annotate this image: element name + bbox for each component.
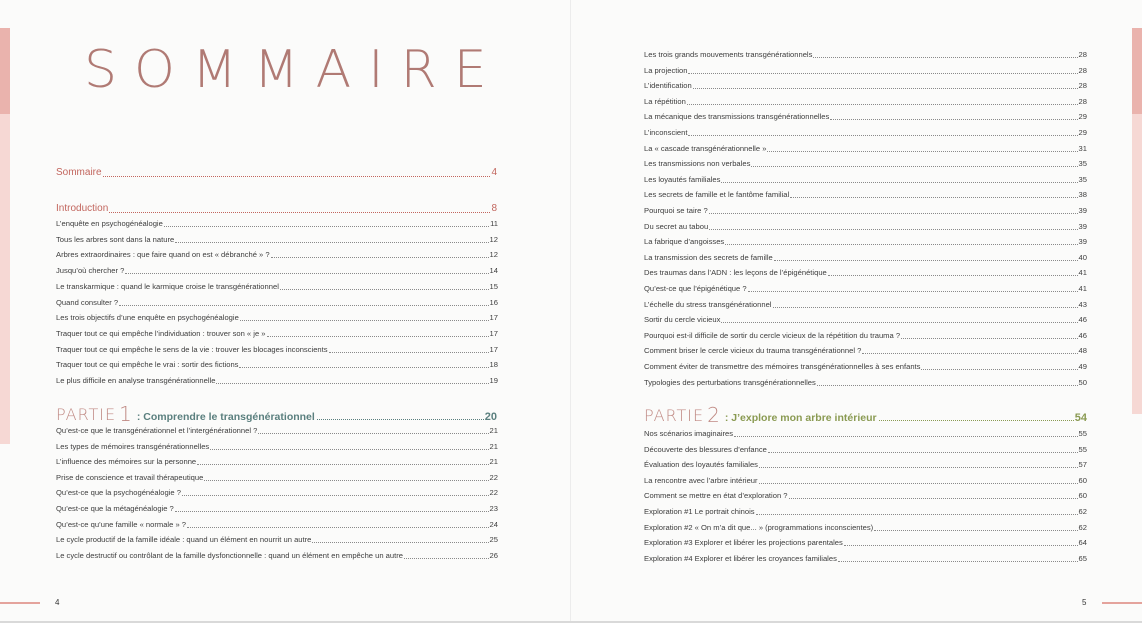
toc-entry[interactable]	[56, 360, 498, 370]
toc-entry[interactable]	[644, 331, 1087, 341]
toc-entry-page: 43	[1078, 299, 1087, 309]
toc-entry-page: 41	[1078, 284, 1087, 293]
toc-entry-page: 17	[489, 328, 498, 338]
leader-dots	[759, 483, 1078, 484]
toc-entry-label: Les transmissions non verbales	[644, 159, 751, 169]
toc-entry-label: Les secrets de famille et le fantôme familial	[644, 190, 790, 200]
toc-entry[interactable]	[644, 81, 1087, 91]
toc-entry-page: 62	[1078, 522, 1087, 532]
toc-entry-page: 19	[489, 376, 498, 385]
toc-entry[interactable]	[644, 50, 1087, 60]
leader-dots	[688, 135, 1077, 136]
toc-entry-partie-1[interactable]	[56, 404, 497, 424]
toc-entry-label: L’identification	[644, 81, 692, 91]
partie-word: PARTIE	[56, 405, 117, 424]
toc-entry-label: La fabrique d’angoisses	[644, 237, 725, 247]
leader-dots	[828, 275, 1078, 276]
toc-entry-page: 12	[489, 234, 498, 244]
leader-dots	[844, 545, 1078, 546]
toc-entry-label: La mécanique des transmissions transgénérationnelles	[644, 112, 830, 122]
leader-dots	[187, 527, 489, 528]
leader-dots	[879, 420, 1074, 421]
toc-entry-page: 29	[1078, 128, 1087, 137]
page-gutter	[570, 0, 571, 621]
toc-entry-page: 17	[489, 344, 498, 354]
toc-entry[interactable]	[644, 206, 1087, 216]
leader-dots	[329, 352, 489, 353]
toc-entry-page: 29	[1078, 112, 1087, 122]
leader-dots	[789, 498, 1078, 499]
toc-entry[interactable]	[56, 488, 498, 498]
leader-dots	[103, 176, 491, 177]
toc-entry-label: Découverte des blessures d’enfance	[644, 444, 767, 454]
toc-entry-page: 49	[1078, 362, 1087, 371]
toc-entry-page: 40	[1078, 252, 1087, 262]
toc-entry-page: 28	[1078, 50, 1087, 59]
toc-entry[interactable]	[56, 426, 498, 436]
toc-entry[interactable]	[56, 457, 498, 467]
toc-entry[interactable]	[644, 144, 1087, 154]
toc-entry-page: 28	[1078, 81, 1087, 91]
toc-entry[interactable]	[644, 159, 1087, 169]
toc-entry-label: Le transkarmique : quand le karmique croise le transgénérationnel	[56, 281, 279, 291]
partie-word: PARTIE	[644, 406, 705, 425]
toc-entry-label: Le plus difficile en analyse transgénérationnelle	[56, 376, 216, 385]
toc-entry-page: 21	[489, 441, 498, 451]
toc-entry[interactable]	[56, 313, 498, 323]
toc-entry-page: 39	[1078, 221, 1087, 231]
leader-dots	[709, 213, 1078, 214]
page-number-right: 5	[1082, 598, 1087, 607]
leader-dots	[204, 480, 488, 481]
toc-entry[interactable]	[644, 175, 1087, 185]
leader-dots	[182, 495, 489, 496]
leader-dots	[874, 530, 1077, 531]
toc-entry[interactable]	[644, 222, 1087, 232]
toc-entry-page: 21	[489, 426, 498, 435]
toc-entry-label: Comment éviter de transmettre des mémoires transgénérationnelles à ses enfants	[644, 362, 921, 371]
toc-entry-label: Arbres extraordinaires : que faire quand on est « débranché » ?	[56, 250, 270, 260]
leader-dots	[830, 119, 1077, 120]
toc-entry[interactable]	[644, 507, 1087, 517]
toc-entry-label: Le cycle productif de la famille idéale : quand un élément en nourrit un autre	[56, 535, 312, 545]
leader-dots	[921, 369, 1077, 370]
leader-dots	[790, 197, 1077, 198]
left-edge-tab-dark	[0, 28, 10, 114]
toc-entry-label: Qu’est-ce que la métagénéalogie ?	[56, 504, 174, 513]
toc-entry-page: 12	[489, 250, 498, 260]
toc-entry-page: 15	[489, 281, 498, 291]
leader-dots	[119, 305, 488, 306]
toc-entry-page: 21	[489, 457, 498, 467]
toc-entry-page: 28	[1078, 65, 1087, 75]
toc-entry[interactable]	[644, 538, 1087, 548]
toc-entry-label: Traquer tout ce qui empêche l’individuation : trouver son « je »	[56, 328, 266, 338]
leader-dots	[687, 104, 1078, 105]
toc-entry-page: 26	[489, 550, 498, 560]
toc-entry[interactable]	[56, 551, 498, 561]
toc-entry-label: Sommaire	[56, 167, 102, 178]
toc-entry-label: Le cycle destructif ou contrôlant de la famille dysfonctionnelle : quand un élément en empêche un autre	[56, 550, 403, 560]
toc-entry-label: Du secret au tabou	[644, 221, 709, 231]
toc-entry[interactable]	[56, 250, 498, 260]
toc-entry-page: 18	[489, 360, 498, 370]
leader-dots	[125, 273, 488, 274]
toc-entry-label: Traquer tout ce qui empêche le sens de la vie : trouver les blocages inconscients	[56, 344, 328, 354]
toc-entry-page: 11	[490, 219, 498, 228]
toc-entry-label: La projection	[644, 65, 688, 75]
toc-entry-page: 14	[489, 266, 498, 276]
leader-dots	[267, 336, 489, 337]
leader-dots	[216, 383, 488, 384]
page-title: SOMMAIRE	[84, 40, 504, 100]
toc-entry-label: La « cascade transgénérationnelle »	[644, 143, 767, 153]
toc-entry-page: 57	[1078, 460, 1087, 470]
leader-dots	[756, 514, 1078, 515]
leader-dots	[210, 449, 488, 450]
leader-dots	[862, 353, 1077, 354]
leader-dots	[817, 385, 1078, 386]
toc-entry[interactable]	[644, 284, 1087, 294]
toc-entry[interactable]	[56, 329, 498, 339]
right-edge-tab-light	[1132, 114, 1142, 414]
partie-number: 2	[707, 403, 720, 427]
toc-entry[interactable]	[644, 300, 1087, 310]
toc-entry-page: 41	[1078, 268, 1087, 278]
toc-entry-page: 46	[1078, 315, 1087, 325]
leader-dots	[709, 229, 1077, 230]
leader-dots	[774, 260, 1078, 261]
toc-entry-label: Les trois objectifs d’une enquête en psychogénéalogie	[56, 313, 239, 323]
toc-entry-page: 65	[1078, 553, 1087, 563]
toc-entry-label: Traquer tout ce qui empêche le vrai : sortir des fictions	[56, 360, 239, 370]
bottom-edge	[0, 621, 1142, 623]
toc-entry-label: Les types de mémoires transgénérationnelles	[56, 441, 210, 451]
toc-entry-label: L’influence des mémoires sur la personne	[56, 457, 197, 467]
toc-entry-page: 48	[1078, 346, 1087, 356]
partie-number: 1	[119, 402, 132, 426]
toc-entry-label: Qu’est-ce que le transgénérationnel et l’intergénérationnel ?	[56, 426, 258, 435]
toc-entry[interactable]	[56, 535, 498, 545]
toc-entry-label: Évaluation des loyautés familiales	[644, 460, 758, 470]
partie-page: 54	[1074, 412, 1087, 424]
toc-entry-label: Exploration #3 Explorer et libérer les projections parentales	[644, 538, 843, 548]
partie-title: : J’explore mon arbre intérieur	[724, 412, 877, 424]
toc-entry-page: 22	[489, 472, 498, 482]
toc-entry-partie-2[interactable]	[644, 405, 1087, 425]
toc-entry-label: Qu’est-ce que la psychogénéalogie ?	[56, 488, 181, 498]
leader-dots	[175, 242, 488, 243]
toc-entry[interactable]	[56, 345, 498, 355]
toc-entry[interactable]	[644, 429, 1087, 439]
toc-entry[interactable]	[644, 523, 1087, 533]
toc-entry-label: Introduction	[56, 203, 109, 214]
toc-entry-label: Jusqu’où chercher ?	[56, 266, 125, 276]
toc-entry[interactable]	[56, 376, 498, 386]
toc-entry[interactable]	[644, 128, 1087, 138]
toc-entry[interactable]	[56, 266, 498, 276]
toc-entry-label: L’enquête en psychogénéalogie	[56, 219, 163, 228]
toc-entry-label: La rencontre avec l’arbre intérieur	[644, 475, 758, 485]
partie-title: : Comprendre le transgénérationnel	[136, 411, 315, 423]
toc-entry-page: 16	[489, 297, 498, 307]
toc-entry-page: 4	[491, 167, 497, 178]
folio-rule-right	[1102, 602, 1142, 604]
page-number-left: 4	[55, 598, 60, 607]
toc-entry-page: 50	[1078, 377, 1087, 387]
toc-entry[interactable]	[644, 315, 1087, 325]
toc-entry[interactable]	[644, 268, 1087, 278]
toc-entry-page: 60	[1078, 475, 1087, 485]
toc-entry[interactable]	[56, 235, 498, 245]
toc-entry-page: 55	[1078, 429, 1087, 438]
leader-dots	[748, 291, 1078, 292]
toc-entry-label: L’inconscient	[644, 128, 688, 137]
toc-entry-label: Exploration #1 Le portrait chinois	[644, 507, 755, 516]
leader-dots	[721, 322, 1077, 323]
toc-entry-label: L’échelle du stress transgénérationnel	[644, 299, 772, 309]
toc-entry-page: 60	[1078, 491, 1087, 501]
leader-dots	[271, 257, 489, 258]
toc-entry[interactable]	[644, 237, 1087, 247]
toc-entry[interactable]	[644, 491, 1087, 501]
toc-entry-page: 22	[489, 488, 498, 498]
toc-entry-page: 28	[1078, 96, 1087, 106]
toc-entry-label: Typologies des perturbations transgénérationnelles	[644, 377, 816, 387]
toc-entry[interactable]	[644, 554, 1087, 564]
leader-dots	[751, 166, 1077, 167]
leader-dots	[317, 419, 484, 420]
toc-entry-page: 35	[1078, 174, 1087, 184]
leader-dots	[258, 433, 488, 434]
toc-entry-page: 64	[1078, 538, 1087, 548]
toc-entry[interactable]	[56, 473, 498, 483]
toc-entry[interactable]	[644, 362, 1087, 372]
toc-entry[interactable]	[56, 442, 498, 452]
leader-dots	[404, 558, 489, 559]
toc-entry-label: Qu’est-ce que l’épigénétique ?	[644, 284, 747, 293]
leader-dots	[901, 338, 1077, 339]
leader-dots	[768, 452, 1078, 453]
leader-dots	[693, 88, 1078, 89]
toc-entry[interactable]	[644, 445, 1087, 455]
leader-dots	[773, 307, 1078, 308]
toc-entry[interactable]	[644, 97, 1087, 107]
leader-dots	[109, 212, 490, 213]
toc-entry-page: 55	[1078, 444, 1087, 454]
toc-entry-page: 39	[1078, 206, 1087, 215]
leader-dots	[175, 511, 489, 512]
toc-entry-page: 39	[1078, 237, 1087, 247]
toc-entry[interactable]	[56, 219, 498, 229]
toc-entry-label: Exploration #4 Explorer et libérer les croyances familiales	[644, 553, 837, 563]
leader-dots	[767, 151, 1077, 152]
toc-entry-label: La transmission des secrets de famille	[644, 252, 773, 262]
toc-entry-label: Sortir du cercle vicieux	[644, 315, 721, 325]
leader-dots	[688, 73, 1077, 74]
leader-dots	[838, 561, 1078, 562]
leader-dots	[721, 182, 1077, 183]
toc-entry[interactable]	[644, 346, 1087, 356]
leader-dots	[725, 244, 1077, 245]
partie-page: 20	[484, 411, 497, 423]
toc-entry-label: Comment se mettre en état d’exploration ?	[644, 491, 788, 501]
leader-dots	[164, 226, 489, 227]
leader-dots	[197, 464, 488, 465]
toc-entry-page: 17	[489, 313, 498, 323]
toc-entry-label: Les loyautés familiales	[644, 174, 721, 184]
toc-entry[interactable]	[644, 378, 1087, 388]
toc-entry-label: Les trois grands mouvements transgénérationnels	[644, 50, 813, 59]
toc-entry-label: Pourquoi est-il difficile de sortir du cercle vicieux de la répétition du trauma ?	[644, 330, 901, 340]
right-edge-tab-dark	[1132, 28, 1142, 114]
toc-entry-introduction[interactable]	[56, 202, 497, 215]
toc-entry-label: Tous les arbres sont dans la nature	[56, 234, 175, 244]
toc-entry-page: 8	[491, 203, 497, 214]
toc-entry[interactable]	[56, 282, 498, 292]
toc-entry-page: 35	[1078, 159, 1087, 169]
toc-entry-page: 25	[489, 535, 498, 545]
leader-dots	[240, 320, 489, 321]
toc-entry-page: 38	[1078, 190, 1087, 200]
toc-entry-label: Prise de conscience et travail thérapeutique	[56, 472, 204, 482]
leader-dots	[734, 436, 1077, 437]
toc-entry[interactable]	[644, 460, 1087, 470]
toc-entry[interactable]	[56, 504, 498, 514]
toc-entry[interactable]	[644, 253, 1087, 263]
toc-entry-label: Pourquoi se taire ?	[644, 206, 708, 215]
toc-entry[interactable]	[644, 66, 1087, 76]
toc-entry-label: Comment briser le cercle vicieux du trauma transgénérationnel ?	[644, 346, 862, 356]
toc-entry-page: 24	[489, 519, 498, 529]
toc-entry-label: Qu’est-ce qu’une famille « normale » ?	[56, 519, 187, 529]
leader-dots	[312, 542, 488, 543]
left-edge-tab-light	[0, 114, 10, 444]
toc-entry-label: Nos scénarios imaginaires	[644, 429, 734, 438]
leader-dots	[759, 467, 1078, 468]
toc-entry-label: Des traumas dans l’ADN : les leçons de l’épigénétique	[644, 268, 827, 278]
toc-entry-page: 62	[1078, 507, 1087, 516]
toc-entry-label: Exploration #2 « On m’a dit que... » (programmations inconscientes)	[644, 522, 874, 532]
toc-entry-page: 23	[489, 504, 498, 513]
leader-dots	[813, 57, 1077, 58]
leader-dots	[239, 367, 488, 368]
toc-entry[interactable]	[644, 476, 1087, 486]
toc-entry[interactable]	[644, 190, 1087, 200]
toc-entry-page: 31	[1078, 143, 1087, 153]
toc-entry[interactable]	[56, 298, 498, 308]
toc-entry[interactable]	[56, 520, 498, 530]
toc-entry-page: 46	[1078, 330, 1087, 340]
toc-entry-label: Quand consulter ?	[56, 297, 119, 307]
leader-dots	[280, 289, 489, 290]
folio-rule-left	[0, 602, 40, 604]
toc-entry-sommaire[interactable]	[56, 166, 497, 179]
toc-entry-label: La répétition	[644, 96, 686, 106]
toc-entry[interactable]	[644, 112, 1087, 122]
